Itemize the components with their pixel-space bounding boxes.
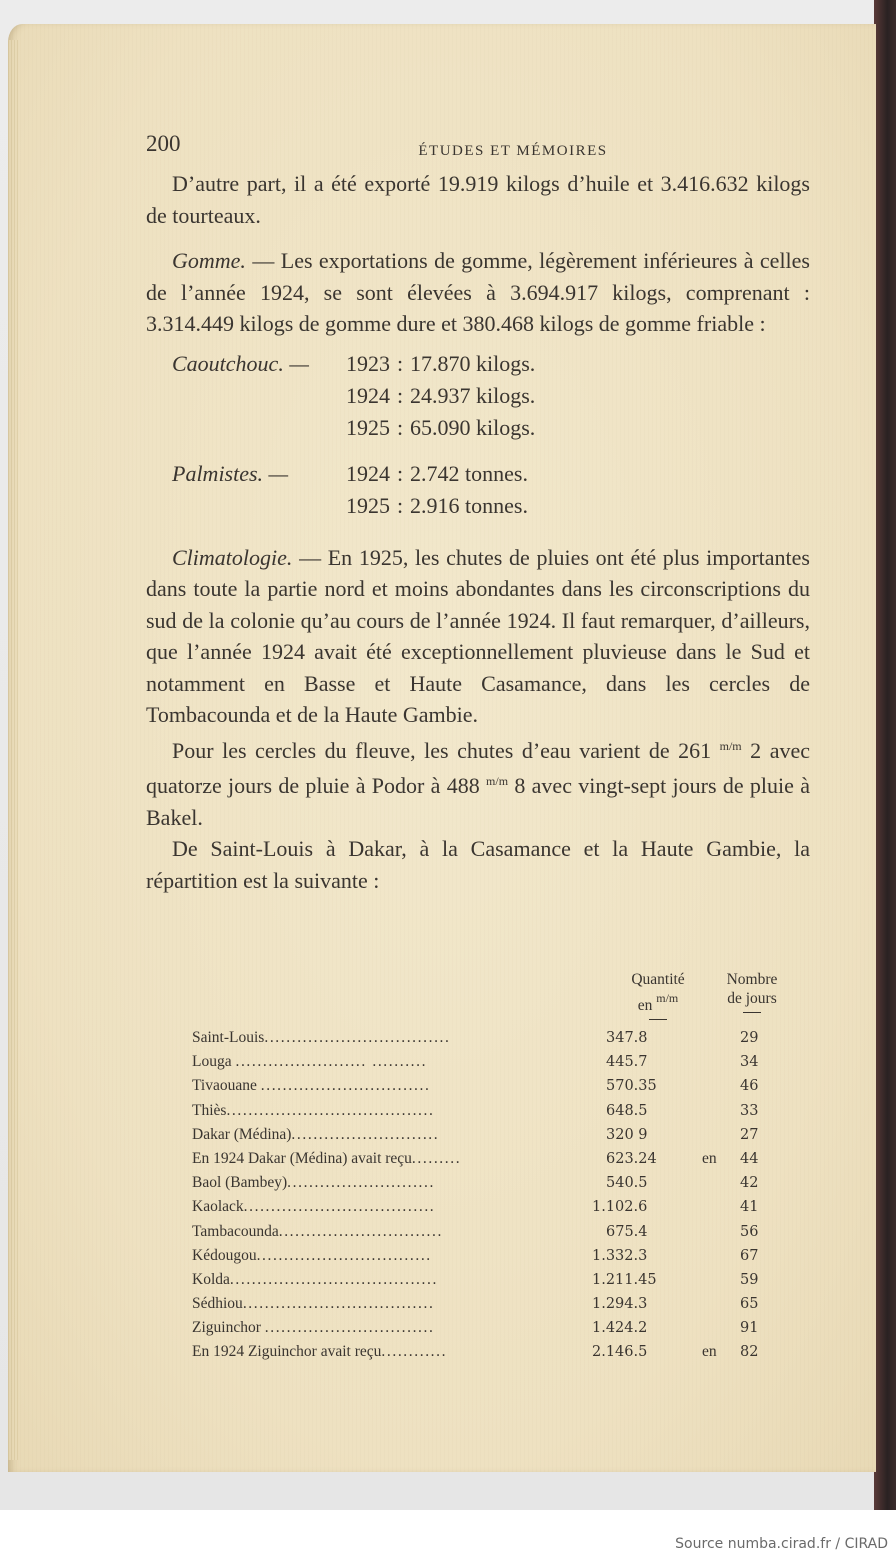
paragraph-climatologie [146, 542, 810, 731]
header-rule [649, 1019, 667, 1020]
stat-year: 1924 [346, 460, 390, 486]
stat-year: 1925 [346, 414, 390, 440]
rainfall-quantity: 648.5 [606, 1102, 648, 1119]
stat-value: 2.916 tonnes. [410, 492, 528, 518]
station-name: Dakar (Médina)........................... [192, 1125, 440, 1143]
rain-days: 67 [740, 1247, 759, 1264]
stat-value: 24.937 kilogs. [410, 382, 536, 408]
rainfall-quantity: 675.4 [606, 1223, 648, 1240]
station-name: Kaolack................................... [192, 1198, 436, 1216]
table-row [192, 1195, 792, 1219]
table-row [192, 1026, 792, 1050]
rainfall-quantity: 1.102.6 [592, 1199, 648, 1216]
table-row [192, 1340, 792, 1364]
stat-value: 17.870 kilogs. [410, 350, 536, 376]
dot-leader: ........................... [287, 1174, 435, 1192]
station-name: En 1924 Dakar (Médina) avait reçu......... [192, 1149, 462, 1167]
dot-leader: ......... [411, 1149, 462, 1167]
stat-year: 1924 [346, 382, 390, 408]
paragraph-oil-export: D’autre part, il a été exporté 19.919 kilogs d’huile et 3.416.632 kilogs de tourteaux. [146, 171, 810, 228]
fleuve-text-a: Pour les cercles du fleuve, les chutes d’eau varient de 261 [172, 737, 720, 763]
stat-value: 65.090 kilogs. [410, 414, 536, 440]
rainfall-quantity: 1.424.2 [592, 1320, 648, 1337]
caoutchouc-stats [146, 348, 810, 522]
dot-leader: ................................... [243, 1198, 436, 1216]
rainfall-quantity: 347.8 [606, 1030, 648, 1046]
table-body [192, 1026, 792, 1365]
source-credit: Source numba.cirad.fr / CIRAD [675, 1536, 888, 1552]
en-label: en [702, 1149, 717, 1167]
en-label: en [702, 1343, 717, 1361]
station-name: Louga ........................ .......... [192, 1053, 428, 1071]
station-name: Kédougou................................ [192, 1246, 432, 1264]
station-name: Baol (Bambey)........................... [192, 1174, 435, 1192]
rain-days: 44 [740, 1150, 759, 1167]
stat-year: 1923 [346, 350, 390, 376]
stat-colon: : [396, 414, 404, 440]
table-row [192, 1147, 792, 1171]
paragraph-repartition: De Saint-Louis à Dakar, à la Casamance et la Haute Gambie, la répartition est la suivante : [146, 836, 810, 893]
station-name: Ziguinchor ............................... [192, 1319, 435, 1337]
dot-leader: ................................... [242, 1295, 435, 1313]
rain-days: 56 [740, 1223, 759, 1240]
caoutchouc-label: Caoutchouc. — [172, 350, 309, 376]
rain-days: 42 [740, 1175, 759, 1192]
column-header-days: Nombre de jours [712, 970, 792, 1013]
unit-mm: m/m [719, 738, 742, 753]
rainfall-quantity: 570.35 [606, 1078, 657, 1095]
book-cover-edge [874, 0, 896, 1510]
station-name: En 1924 Ziguinchor avait reçu............ [192, 1343, 448, 1361]
stat-colon: : [396, 460, 404, 486]
dot-leader: ............................... [264, 1319, 435, 1337]
rain-days: 29 [740, 1030, 759, 1046]
dot-leader: ........................ .......... [235, 1053, 428, 1071]
dot-leader: ................................ [256, 1246, 432, 1264]
stat-row [146, 458, 810, 490]
stat-value: 2.742 tonnes. [410, 460, 528, 486]
table-row [192, 1220, 792, 1244]
station-name: Saint-Louis.................................. [192, 1029, 451, 1046]
stat-row [146, 348, 810, 380]
station-name: Kolda...................................... [192, 1270, 438, 1288]
palmistes-label: Palmistes. — [172, 460, 289, 486]
fleuve-text-b: 2 avec quatorze jours de pluie à Podor à 488 [146, 737, 810, 798]
column-header-quantity: Quantité en $^{m/m}$ [618, 970, 698, 1020]
gomme-text: — Les exportations de gomme, légèrement inférieures à celles de l’année 1924, se sont élevées à 3.694.917 kilogs, comprenant : 3.314.449 kilogs de gomme dure et 380.468 kilogs de gomme friable : [146, 248, 810, 336]
rain-days: 46 [740, 1078, 759, 1095]
rain-days: 41 [740, 1199, 759, 1216]
table-row [192, 1292, 792, 1316]
dot-leader: .................................. [264, 1029, 451, 1046]
table-row [192, 1099, 792, 1123]
rainfall-quantity: 320 9 [606, 1126, 648, 1143]
table-row [192, 1316, 792, 1340]
paragraph-gomme [146, 245, 810, 340]
running-title: ÉTUDES ET MÉMOIRES [418, 143, 608, 159]
rainfall-quantity: 2.146.5 [592, 1344, 648, 1361]
rainfall-quantity: 540.5 [606, 1175, 648, 1192]
rain-days: 59 [740, 1271, 759, 1288]
dot-leader: ...................................... [226, 1101, 435, 1119]
dot-leader: ........................... [291, 1125, 440, 1143]
station-name: Thiès...................................... [192, 1101, 435, 1119]
dot-leader: ...................................... [229, 1270, 438, 1288]
table-row [192, 1050, 792, 1074]
climatologie-heading: Climatologie. [172, 544, 293, 570]
stat-colon: : [396, 350, 404, 376]
fleuve-text-c: 8 avec vingt-sept jours de pluie à Bakel. [146, 773, 810, 830]
rainfall-quantity: 1.211.45 [592, 1271, 657, 1288]
header-rule [743, 1012, 761, 1013]
paragraph-fleuve [146, 731, 810, 834]
table-row [192, 1244, 792, 1268]
table-row [192, 1123, 792, 1147]
rainfall-quantity: 1.332.3 [592, 1247, 648, 1264]
rain-days: 91 [740, 1320, 759, 1337]
table-header [192, 970, 792, 1026]
rainfall-quantity: 445.7 [606, 1054, 648, 1071]
climatologie-text: — En 1925, les chutes de pluies ont été plus importantes dans toute la partie nord et moins abondantes dans les circonscriptions du sud de la colonie qu’au cours de l’année 1924. Il faut remarquer, d’ailleurs, que l’année 1924 avait été exceptionnellement pluvieuse dans le Sud et notamment en Basse et Haute Casamance, dans les cercles de Tombacounda et de la Haute Gambie. [146, 544, 810, 727]
rainfall-table [192, 970, 792, 1365]
stat-colon: : [396, 492, 404, 518]
stat-year: 1925 [346, 492, 390, 518]
rain-days: 82 [740, 1344, 759, 1361]
table-row [192, 1074, 792, 1098]
stat-colon: : [396, 382, 404, 408]
unit-mm: m/m [486, 774, 509, 788]
stat-row [146, 490, 810, 522]
station-name: Tivaouane ............................... [192, 1077, 431, 1095]
rain-days: 34 [740, 1054, 759, 1071]
stat-row [146, 380, 810, 412]
page-content [146, 128, 810, 896]
rainfall-quantity: 623.24 [606, 1150, 657, 1167]
page-number: 200 [146, 131, 181, 156]
running-head [146, 128, 810, 168]
station-name: Tambacounda.............................. [192, 1222, 443, 1240]
table-row [192, 1268, 792, 1292]
dot-leader: .............................. [278, 1222, 443, 1240]
table-row [192, 1171, 792, 1195]
rain-days: 65 [740, 1296, 759, 1313]
rainfall-quantity: 1.294.3 [592, 1296, 648, 1313]
rain-days: 33 [740, 1102, 759, 1119]
dot-leader: ............................... [260, 1077, 431, 1095]
dot-leader: ............ [381, 1343, 448, 1361]
page-stack-edge [8, 40, 18, 1460]
gomme-heading: Gomme. [172, 248, 246, 273]
station-name: Sédhiou................................... [192, 1295, 435, 1313]
rain-days: 27 [740, 1126, 759, 1143]
stat-row [146, 412, 810, 444]
